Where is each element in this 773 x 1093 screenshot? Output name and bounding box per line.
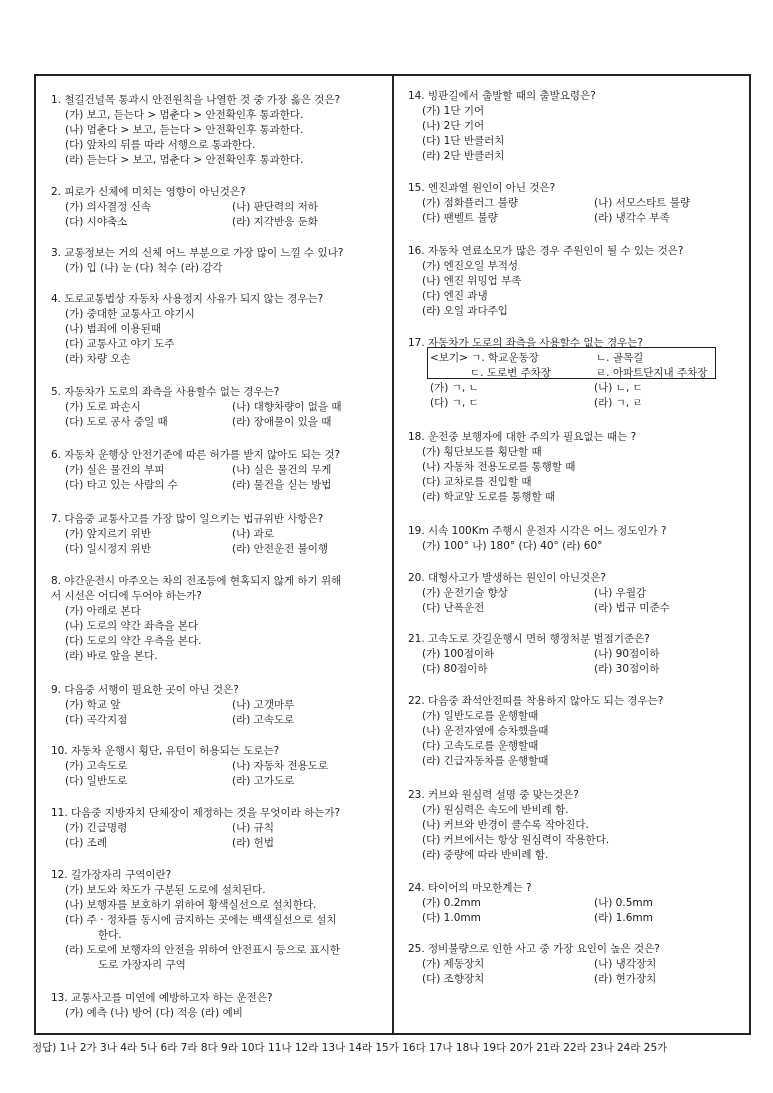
option: (라) 학교앞 도로를 통행할 때 — [422, 491, 556, 503]
options-inline: (가) 100° 나) 180° (다) 40° (라) 60° — [422, 540, 603, 552]
question-11 — [51, 806, 391, 851]
option: (라) 지각반응 둔화 — [232, 216, 318, 228]
question-16 — [408, 244, 683, 319]
question-3 — [51, 246, 343, 276]
question-1 — [51, 93, 340, 168]
question-6 — [51, 448, 391, 493]
option: (나) 자동차 전용도로 — [232, 760, 329, 772]
question-18 — [408, 430, 636, 505]
option: (나) 대향차량이 없을 때 — [232, 401, 342, 413]
question-17 — [408, 336, 748, 411]
option: (라) 30점이하 — [594, 663, 660, 675]
option: (나) 0.5mm — [594, 897, 653, 909]
option: (라) 중량에 따라 반비례 함. — [422, 849, 549, 861]
option: (나) 운전자옆에 승차했을때 — [422, 725, 549, 737]
option: (다) 일시정지 위반 — [65, 543, 151, 555]
question-10 — [51, 744, 391, 789]
question-stem: 7. 다음중 교통사고를 가장 많이 일으키는 법규위반 사항은? — [51, 513, 324, 525]
option: (가) 학교 앞 — [65, 699, 121, 711]
question-5 — [51, 385, 391, 430]
option: (나) 2단 기어 — [422, 120, 485, 132]
option: (다) 앞차의 뒤를 따라 서행으로 통과한다. — [65, 139, 256, 151]
question-14 — [408, 89, 596, 164]
example-item: ㄷ. 도로변 주차장 — [470, 367, 552, 379]
option: (라) 긴급자동차를 운행할때 — [422, 755, 549, 767]
question-stem: 23. 커브와 원심력 설명 중 맞는것은? — [408, 789, 579, 801]
question-stem: 12. 길가장자리 구역이란? — [51, 869, 172, 881]
option: (가) 횡단보도를 횡단할 때 — [422, 446, 542, 458]
option: (다) 1.0mm — [422, 912, 481, 924]
example-item: ㄹ. 아파트단지내 주차장 — [596, 367, 708, 379]
option: (다) 팬벨트 불량 — [422, 212, 498, 224]
option: (라) 고속도로 — [232, 714, 295, 726]
option: (나) 고갯마루 — [232, 699, 295, 711]
option: (다) ㄱ, ㄷ — [430, 397, 479, 409]
option: (라) ㄱ, ㄹ — [594, 397, 643, 409]
option: (라) 헌법 — [232, 837, 274, 849]
option: (가) ㄱ, ㄴ — [430, 382, 479, 394]
option: (나) 자동차 전용도로를 통행할 때 — [422, 461, 576, 473]
option: (다) 주 · 정차를 동시에 금지하는 곳에는 백색실선으로 설치 — [65, 914, 337, 926]
option: (가) 의사결정 신속 — [65, 201, 151, 213]
option: (다) 도로 공사 중일 때 — [65, 416, 168, 428]
option: (다) 교통사고 야기 도주 — [65, 338, 175, 350]
option-continued: 한다. — [98, 929, 122, 941]
option: (나) 90점이하 — [594, 648, 660, 660]
question-stem: 2. 피로가 신체에 미치는 영향이 아닌것은? — [51, 186, 246, 198]
question-stem: 3. 교통정보는 거의 신체 어느 부분으로 가장 많이 느낄 수 있나? — [51, 247, 344, 259]
question-stem: 4. 도로교통법상 자동차 사용정지 사유가 되지 않는 경우는? — [51, 293, 324, 305]
options-inline: (가) 예측 (나) 방어 (다) 적응 (라) 예비 — [65, 1007, 243, 1019]
option: (가) 고속도로 — [65, 760, 128, 772]
option: (가) 일반도로를 운행할때 — [422, 710, 539, 722]
option: (나) 도로의 약간 좌측을 본다 — [65, 620, 199, 632]
question-stem: 5. 자동차가 도로의 좌측을 사용할수 없는 경우는? — [51, 386, 280, 398]
option: (가) 운전기술 향상 — [422, 587, 508, 599]
option: (다) 조향장치 — [422, 973, 485, 985]
question-9 — [51, 683, 391, 728]
question-stem: 9. 다음중 서행이 필요한 곳이 아닌 것은? — [51, 684, 239, 696]
option: (다) 도로의 약간 우측을 본다. — [65, 635, 202, 647]
option: (나) 커브와 반경이 클수록 작아진다. — [422, 819, 589, 831]
question-7 — [51, 512, 391, 557]
example-item: <보기> ㄱ. 학교운동장 — [430, 352, 539, 364]
question-15 — [408, 181, 748, 226]
question-8 — [51, 574, 341, 664]
question-stem: 6. 자동차 운행상 안전기준에 따른 허가를 받지 않아도 되는 것? — [51, 449, 341, 461]
option: (다) 엔진 과냉 — [422, 290, 488, 302]
option: (가) 보고, 듣는다 > 멈춘다 > 안전확인후 통과한다. — [65, 109, 304, 121]
question-stem: 8. 야간운전시 마주오는 차의 전조등에 현혹되지 않게 하기 위해 — [51, 575, 342, 587]
option: (다) 타고 있는 사람의 수 — [65, 479, 178, 491]
question-stem: 24. 타이어의 마모한계는 ? — [408, 882, 532, 894]
option: (다) 80점이하 — [422, 663, 488, 675]
option-continued: 도로 가장자리 구역 — [98, 959, 186, 971]
option: (가) 점화플러그 불량 — [422, 197, 519, 209]
question-24 — [408, 881, 748, 926]
option: (가) 도로 파손시 — [65, 401, 141, 413]
option: (나) 보행자를 보호하기 위하여 황색실선으로 설치한다. — [65, 899, 317, 911]
option: (가) 실은 물건의 부피 — [65, 464, 165, 476]
option: (나) 냉각장치 — [594, 958, 657, 970]
question-stem: 21. 고속도로 갓길운행시 면허 행정처분 벌점기준은? — [408, 633, 650, 645]
option: (가) 아래로 본다 — [65, 605, 141, 617]
option: (나) 범죄에 이용된때 — [65, 323, 162, 335]
option: (가) 보도와 차도가 구분된 도로에 설치된다. — [65, 884, 266, 896]
option: (가) 0.2mm — [422, 897, 481, 909]
option: (가) 1단 기어 — [422, 105, 485, 117]
question-20 — [408, 571, 748, 616]
option: (다) 커브에서는 항상 원심력이 작용한다. — [422, 834, 610, 846]
question-22 — [408, 694, 663, 769]
option: (다) 교차로를 진입할 때 — [422, 476, 532, 488]
option: (라) 듣는다 > 보고, 멈춘다 > 안전확인후 통과한다. — [65, 154, 304, 166]
option: (라) 바로 앞을 본다. — [65, 650, 158, 662]
option: (나) 엔진 위밍업 부족 — [422, 275, 522, 287]
option: (라) 도로에 보행자의 안전을 위하여 안전표시 등으로 표시한 — [65, 944, 340, 956]
question-4 — [51, 292, 323, 367]
option: (가) 앞지르기 위반 — [65, 528, 151, 540]
option: (라) 물건을 싣는 방법 — [232, 479, 332, 491]
option: (가) 엔진오일 부적성 — [422, 260, 519, 272]
question-21 — [408, 632, 748, 677]
option: (다) 일반도로 — [65, 775, 128, 787]
option: (나) 멈춘다 > 보고, 듣는다 > 안전확인후 통과한다. — [65, 124, 304, 136]
option: (라) 오일 과다주입 — [422, 305, 508, 317]
example-item: ㄴ. 골목길 — [596, 352, 644, 364]
question-19 — [408, 524, 667, 554]
question-stem: 10. 자동차 운행시 횡단, 유턴이 허용되는 도로는? — [51, 745, 280, 757]
question-stem: 14. 빙판길에서 출발할 때의 출발요령은? — [408, 90, 596, 102]
option: (다) 난폭운전 — [422, 602, 485, 614]
question-stem: 18. 운전중 보행자에 대한 주의가 필요없는 때는 ? — [408, 431, 637, 443]
option: (라) 안전운전 불이행 — [232, 543, 329, 555]
question-stem: 20. 대형사고가 발생하는 원인이 아닌것은? — [408, 572, 606, 584]
question-stem: 15. 엔진과열 원인이 아닌 것은? — [408, 182, 556, 194]
option: (다) 조례 — [65, 837, 107, 849]
option: (가) 제동장치 — [422, 958, 485, 970]
question-stem: 22. 다음중 좌석안전띠를 착용하지 않아도 되는 경우는? — [408, 695, 664, 707]
option: (나) 우월감 — [594, 587, 647, 599]
option: (다) 곡각지점 — [65, 714, 128, 726]
option: (라) 장애물이 있을 때 — [232, 416, 332, 428]
option: (나) 판단력의 저하 — [232, 201, 318, 213]
option: (라) 냉각수 부족 — [594, 212, 670, 224]
option: (가) 원심력은 속도에 반비례 함. — [422, 804, 569, 816]
question-23 — [408, 788, 609, 863]
option: (가) 긴급명령 — [65, 822, 128, 834]
question-stem: 13. 교통사고를 미연에 예방하고자 하는 운전은? — [51, 992, 273, 1004]
question-stem: 19. 시속 100Km 주행시 운전자 시각은 어느 정도인가 ? — [408, 525, 667, 537]
option: (다) 시야축소 — [65, 216, 128, 228]
question-stem-continued: 서 시선은 어디에 두어야 하는가? — [51, 590, 202, 602]
question-stem: 25. 정비불량으로 인한 사고 중 가장 요인이 높은 것은? — [408, 943, 660, 955]
option: (나) 실은 물건의 무게 — [232, 464, 332, 476]
option: (라) 법규 미준수 — [594, 602, 670, 614]
question-stem: 16. 자동차 연료소모가 많은 경우 주원인이 될 수 있는 것은? — [408, 245, 684, 257]
option: (가) 중대한 교통사고 야기시 — [65, 308, 195, 320]
question-13 — [51, 991, 273, 1021]
answer-key: 정답) 1나 2가 3나 4라 5나 6라 7라 8다 9라 10다 11나 12라 13나 14라 15가 16다 17나 18나 19다 20가 21라 22라 23나 24라 25가 — [32, 1042, 668, 1054]
option: (라) 고가도로 — [232, 775, 295, 787]
question-stem: 1. 철길건널목 통과시 안전원칙을 나열한 것 중 가장 옳은 것은? — [51, 94, 341, 106]
question-stem: 11. 다음중 지방자치 단체장이 제정하는 것을 무엇이라 하는가? — [51, 807, 341, 819]
question-stem: 17. 자동차가 도로의 좌측을 사용할수 없는 경우는? — [408, 337, 644, 349]
option: (다) 고속도로를 운행할때 — [422, 740, 539, 752]
option: (가) 100점이하 — [422, 648, 495, 660]
option: (나) ㄴ, ㄷ — [594, 382, 643, 394]
option: (나) 서모스타트 불량 — [594, 197, 691, 209]
option: (라) 1.6mm — [594, 912, 653, 924]
question-12 — [51, 868, 340, 973]
option: (라) 차량 오손 — [65, 353, 131, 365]
question-2 — [51, 185, 391, 230]
column-divider — [392, 74, 394, 1035]
options-inline: (가) 입 (나) 눈 (다) 척수 (라) 감각 — [65, 262, 223, 274]
option: (나) 과로 — [232, 528, 274, 540]
option: (라) 2단 반클러치 — [422, 150, 505, 162]
question-25 — [408, 942, 748, 987]
option: (다) 1단 반클러치 — [422, 135, 505, 147]
option: (라) 현가장치 — [594, 973, 657, 985]
option: (나) 규칙 — [232, 822, 274, 834]
